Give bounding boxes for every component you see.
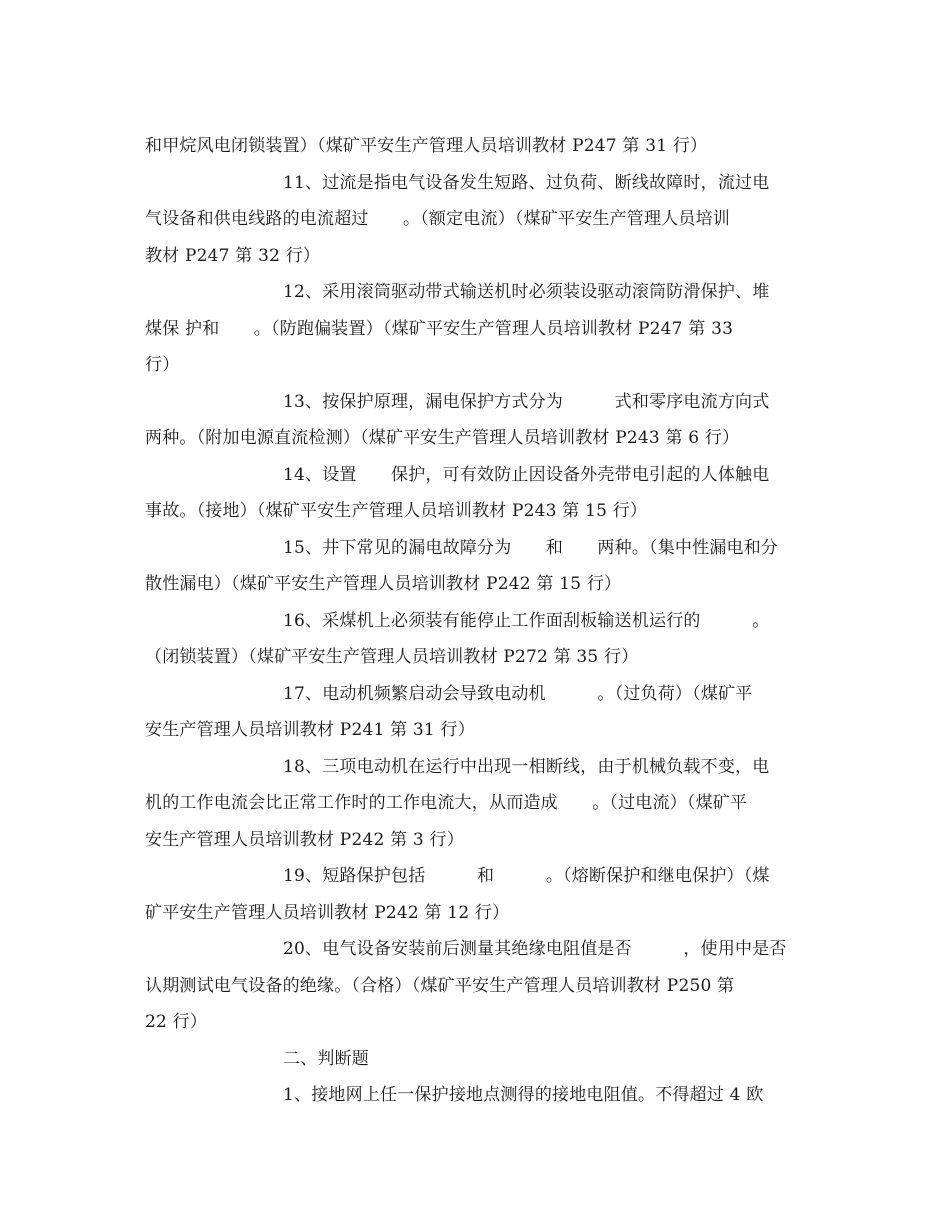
text-line: 两种。（附加电源直流检测）（煤矿平安生产管理人员培训教材 P243 第 6 行）	[145, 428, 740, 448]
question-11-line: 11、过流是指电气设备发生短路、过负荷、断线故障时，流过电	[283, 172, 770, 193]
question-12-line: 12、采用滚筒驱动带式输送机时必须装设驱动滚筒防滑保护、堆	[283, 282, 770, 302]
question-13-line: 13、按保护原理，漏电保护方式分为 式和零序电流方向式	[283, 391, 770, 412]
text-line: 矿平安生产管理人员培训教材 P242 第 12 行）	[145, 902, 510, 923]
text-line: （闭锁装置）（煤矿平安生产管理人员培训教材 P272 第 35 行）	[145, 647, 639, 667]
document-body	[145, 128, 810, 1114]
text-line: 安生产管理人员培训教材 P241 第 31 行）	[145, 720, 475, 740]
question-15-line: 15、井下常见的漏电故障分为 和 两种。（集中性漏电和分	[283, 537, 779, 558]
text-line: 事故。（接地）（煤矿平安生产管理人员培训教材 P243 第 15 行）	[145, 501, 648, 521]
text-line: 安生产管理人员培训教材 P242 第 3 行）	[145, 829, 464, 850]
question-14-line: 14、设置 保护，可有效防止因设备外壳带电引起的人体触电	[283, 464, 770, 485]
text-line: 机的工作电流会比正常工作时的工作电流大，从而造成 。（过电流）（煤矿平	[145, 793, 748, 813]
text-line: 行）	[145, 355, 180, 375]
text-line: 和甲烷风电闭锁装置）（煤矿平安生产管理人员培训教材 P247 第 31 行）	[145, 136, 708, 156]
text-line: 散性漏电）（煤矿平安生产管理人员培训教材 P242 第 15 行）	[145, 574, 622, 594]
question-20-line: 20、电气设备安装前后测量其绝缘电阻值是否 ，使用中是否	[283, 939, 787, 959]
question-17-line: 17、电动机频繁启动会导致电动机 。（过负荷）（煤矿平	[283, 683, 753, 704]
question-19-line: 19、短路保护包括 和 。（熔断保护和继电保护）（煤	[283, 866, 770, 886]
question-18-line: 18、三项电动机在运行中出现一相断线，由于机械负载不变，电	[283, 756, 770, 777]
question-16-line: 16、采煤机上必须装有能停止工作面刮板输送机运行的 。	[283, 610, 770, 631]
text-line: 气设备和供电线路的电流超过 。（额定电流）（煤矿平安生产管理人员培训	[145, 209, 730, 229]
text-line: 煤保 护和 。（防跑偏装置）（煤矿平安生产管理人员培训教材 P247 第 33	[145, 318, 734, 339]
text-line: 22 行）	[145, 1012, 208, 1032]
text-line: 认期测试电气设备的绝缘。（合格）（煤矿平安生产管理人员培训教材 P250 第	[145, 975, 735, 996]
judgment-question-1-line: 1、接地网上任一保护接地点测得的接地电阻值。不得超过 4 欧	[283, 1085, 764, 1105]
text-line: 教材 P247 第 32 行）	[145, 245, 321, 266]
section-heading: 二、判断题	[283, 1048, 369, 1069]
